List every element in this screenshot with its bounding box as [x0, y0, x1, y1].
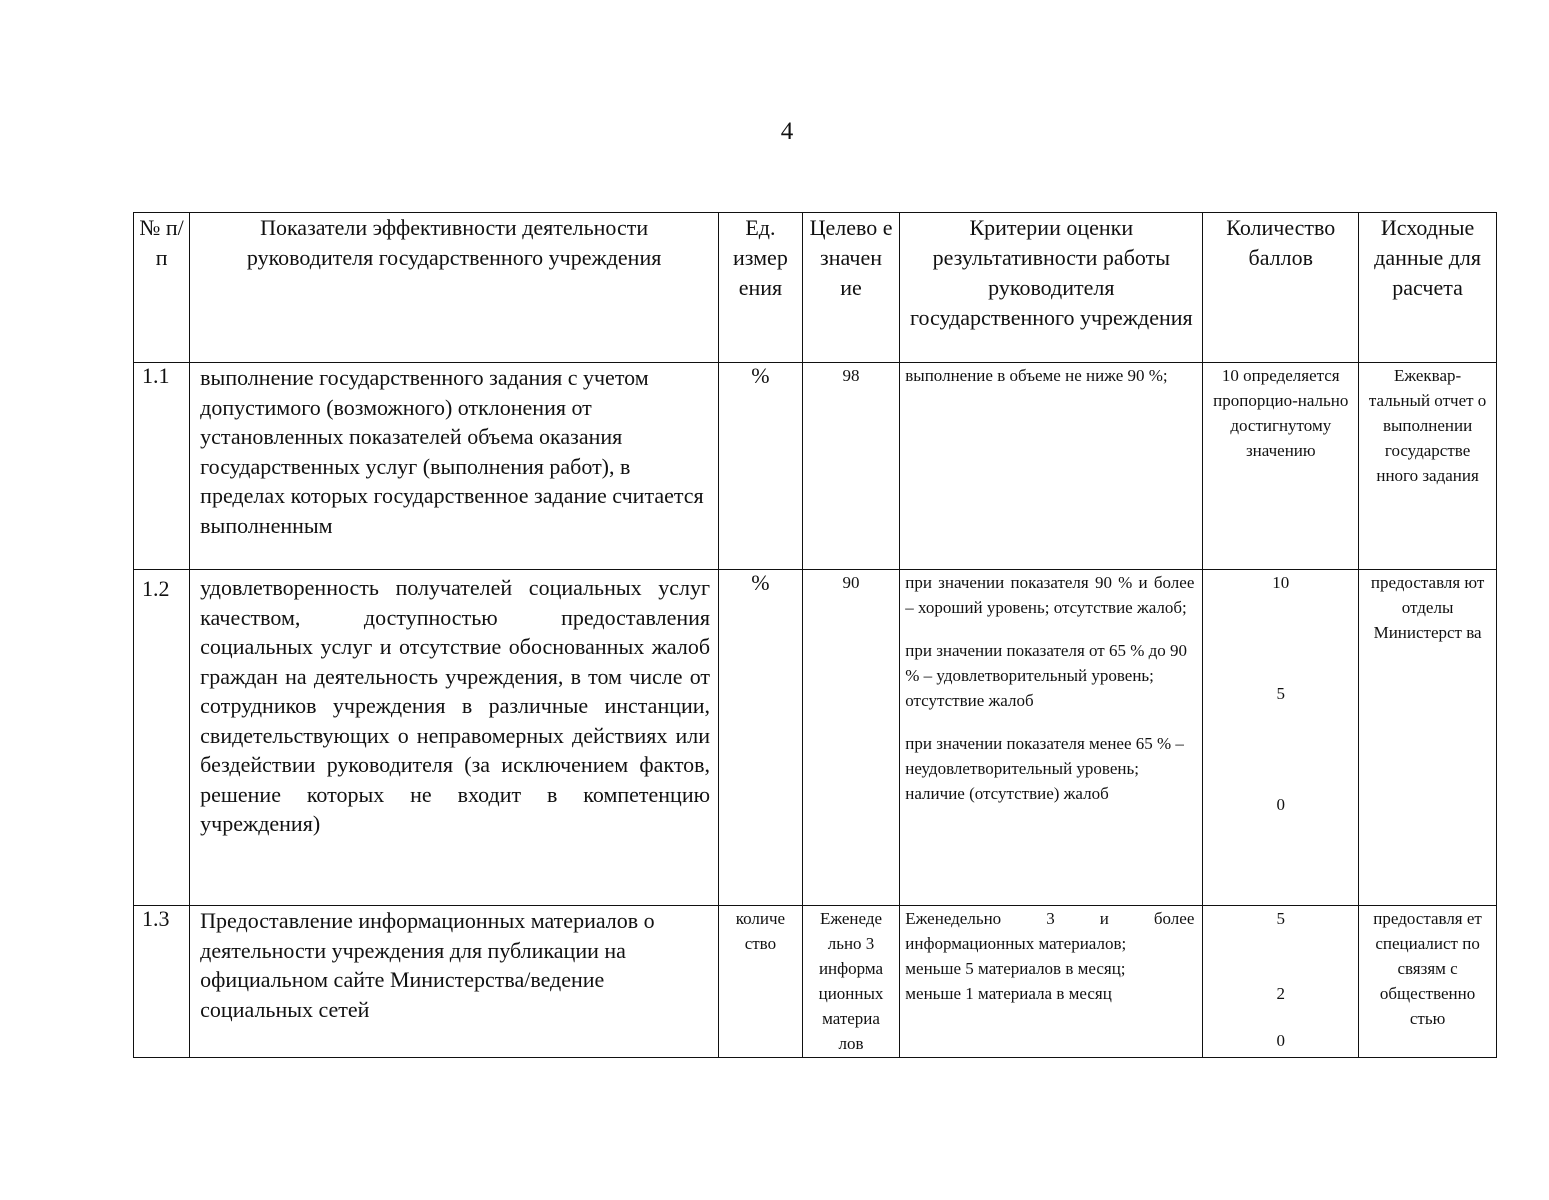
row-num: 1.1	[134, 363, 190, 570]
criteria-item: меньше 5 материалов в месяц;	[905, 959, 1126, 978]
points-item: 0	[1276, 795, 1286, 814]
points-item: 5	[1276, 909, 1286, 928]
row-source: предоставля ет специалист по связям с общественно стью	[1359, 906, 1497, 1058]
criteria-item: при значении показателя от 65 % до 90 % – удовлетворительный уровень; отсутствие жалоб	[905, 641, 1188, 710]
page-number: 4	[780, 118, 794, 145]
criteria-table	[133, 212, 1497, 1058]
row-points	[1203, 570, 1359, 906]
row-target: Еженеде льно 3 информа ционных материа лов	[802, 906, 900, 1058]
row-unit: количе ство	[719, 906, 803, 1058]
table-header-row	[134, 213, 1497, 363]
row-target: 98	[802, 363, 900, 570]
row-num: 1.3	[134, 906, 190, 1058]
criteria-item: при значении показателя 90 % и более – хороший уровень; отсутствие жалоб;	[905, 573, 1195, 617]
header-source: Исходные данные для расчета	[1359, 213, 1497, 363]
criteria-item: Еженедельно 3 и более информационных материалов;	[905, 909, 1195, 953]
header-points: Количество баллов	[1203, 213, 1359, 363]
row-unit: %	[719, 363, 803, 570]
row-criteria	[900, 906, 1203, 1058]
row-source: Ежеквар-тальный отчет о выполнении государстве нного задания	[1359, 363, 1497, 570]
row-source: предоставля ют отделы Министерст ва	[1359, 570, 1497, 906]
points-item: 2	[1276, 984, 1286, 1003]
criteria-item: выполнение в объеме не ниже 90 %;	[905, 366, 1168, 385]
criteria-item: при значении показателя менее 65 % – неудовлетворительный уровень; наличие (отсутствие) жалоб	[905, 734, 1184, 803]
header-indicator: Показатели эффективности деятельности руководителя государственного учреждения	[190, 213, 719, 363]
row-points	[1203, 906, 1359, 1058]
criteria-item: меньше 1 материала в месяц	[905, 984, 1112, 1003]
table-row	[134, 906, 1497, 1058]
points-item: 5	[1276, 684, 1286, 703]
row-num: 1.2	[134, 570, 190, 906]
header-criteria: Критерии оценки результативности работы руководителя государственного учреждения	[900, 213, 1203, 363]
row-indicator: Предоставление информационных материалов о деятельности учреждения для публикации на официальном сайте Министерства/ведение социальных сетей	[190, 906, 719, 1058]
row-indicator: удовлетворенность получателей социальных услуг качеством, доступностью предоставления социальных услуг и отсутствие обоснованных жалоб граждан на деятельность учреждения, в том числе от сотрудников учреждения в различные инстанции, свидетельствующих о неправомерных действиях или бездействии руководителя (за исключением фактов, решение которых не входит в компетенцию учреждения)	[190, 570, 719, 906]
table-row	[134, 363, 1497, 570]
header-target: Целево е значен ие	[802, 213, 900, 363]
row-criteria	[900, 570, 1203, 906]
header-unit: Ед. измер ения	[719, 213, 803, 363]
row-indicator: выполнение государственного задания с учетом допустимого (возможного) отклонения от установленных показателей объема оказания государственных услуг (выполнения работ), в пределах которых государственное задание считается выполненным	[190, 363, 719, 570]
row-target: 90	[802, 570, 900, 906]
row-unit: %	[719, 570, 803, 906]
points-item: 0	[1276, 1031, 1286, 1050]
header-num: № п/п	[134, 213, 190, 363]
row-criteria	[900, 363, 1203, 570]
row-points	[1203, 363, 1359, 570]
table-row	[134, 570, 1497, 906]
points-item: 10 определяется пропорцио-нально достигнутому значению	[1213, 366, 1349, 460]
points-item: 10	[1272, 573, 1290, 592]
